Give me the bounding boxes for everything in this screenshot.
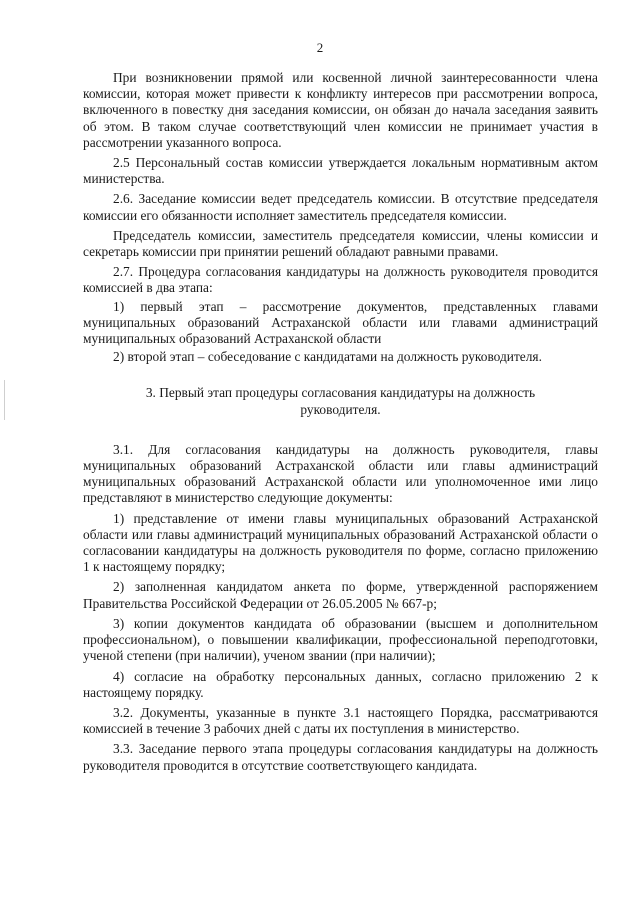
scan-edge-mark — [4, 380, 5, 420]
paragraph-3-2: 3.2. Документы, указанные в пункте 3.1 настоящего Порядка, рассматриваются комиссией в течение 3 рабочих дней с даты их поступления в министерство. — [83, 704, 598, 737]
paragraph-3-1: 3.1. Для согласования кандидатуры на должность руководителя, главы муниципальных образований Астраханской области или главы администраций муниципальных образований Астраханской области или уполномоченное ими лицо представляют в министерство следующие документы: — [83, 441, 598, 506]
paragraph-equal-rights: Председатель комиссии, заместитель председателя комиссии, члены комиссии и секретарь комиссии при принятии решений обладают равными правами. — [83, 227, 598, 260]
paragraph-2-7: 2.7. Процедура согласования кандидатуры на должность руководителя проводится комиссией в два этапа: — [83, 264, 598, 296]
section-heading: 3. Первый этап процедуры согласования кандидатуры на должность руководителя. — [145, 385, 536, 417]
paragraph-stage-2: 2) второй этап – собеседование с кандидатами на должность руководителя. — [113, 349, 542, 365]
paragraph-2-6: 2.6. Заседание комиссии ведет председатель комиссии. В отсутствие председателя комиссии его обязанности исполняет заместитель председателя комиссии. — [83, 191, 598, 223]
paragraph-2-5: 2.5 Персональный состав комиссии утверждается локальным нормативным актом министерства. — [83, 155, 598, 187]
page-number: 2 — [316, 40, 324, 55]
paragraph-stage-1: 1) первый этап – рассмотрение документов, представленных главами муниципальных образований Астраханской области или главами администраций муниципальных образований Астраханской области — [83, 298, 598, 347]
paragraph-item-4: 4) согласие на обработку персональных данных, согласно приложению 2 к настоящему порядку. — [83, 668, 598, 700]
paragraph-item-1: 1) представление от имени главы муниципальных образований Астраханской области или главы администраций муниципальных образований Астраханской области о согласовании кандидатуры на должность руководителя по форме, согласно приложению 1 к настоящему порядку; — [83, 510, 598, 575]
paragraph-item-2: 2) заполненная кандидатом анкета по форме, утвержденной распоряжением Правительства Российской Федерации от 26.05.2005 № 667-р; — [83, 579, 598, 611]
document-body — [83, 70, 598, 778]
paragraph-item-3: 3) копии документов кандидата об образовании (высшем и дополнительном профессиональном), о повышении квалификации, профессиональной переподготовки, ученой степени (при наличии), ученом звании (при наличии); — [83, 615, 598, 664]
paragraph-conflict-of-interest: При возникновении прямой или косвенной личной заинтересованности члена комиссии, которая может привести к конфликту интересов при рассмотрении вопроса, включенного в повестку дня заседания комиссии, он обязан до начала заседания заявить об этом. В таком случае соответствующий член комиссии не принимает участия в рассмотрении указанного вопроса. — [83, 70, 598, 150]
paragraph-3-3: 3.3. Заседание первого этапа процедуры согласования кандидатуры на должность руководителя проводится в отсутствие соответствующего кандидата. — [83, 741, 598, 773]
